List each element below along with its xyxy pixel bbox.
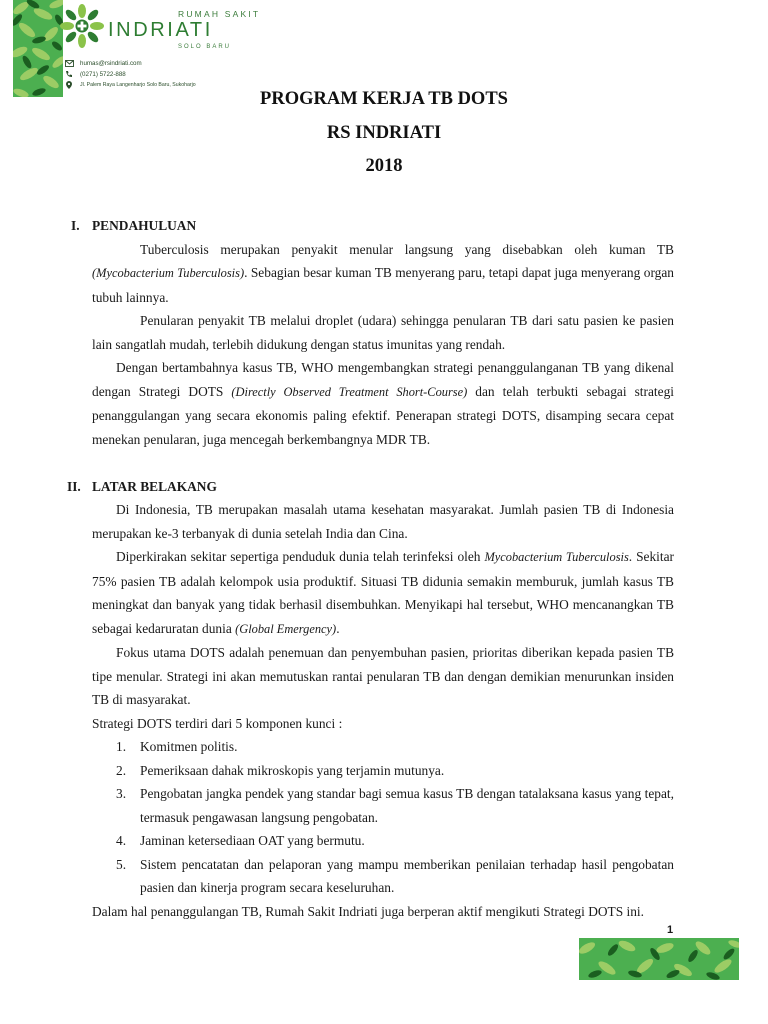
list-number: 3. [116,786,127,801]
paragraph [92,356,674,451]
text-run: Diperkirakan sekitar sepertiga penduduk dunia telah terinfeksi oleh [116,549,485,564]
section-number: II. [67,478,81,494]
contact-email [64,59,142,67]
leaf-pattern-graphic [579,938,739,980]
logo-name: INDRIATI [108,19,213,41]
list-item-text: Jaminan ketersediaan OAT yang bermutu. [140,833,365,848]
list-number: 4. [116,833,127,848]
list-item [92,782,674,829]
list-item [92,759,674,783]
list-number: 5. [116,856,127,872]
italic-text: (Directly Observed Treatment Short-Course) [231,384,468,399]
closing-paragraph: Dalam hal penanggulangan TB, Rumah Sakit Indriati juga berperan aktif mengikuti Strategi DOTS ini. [92,903,644,919]
text-run: . [336,620,340,636]
list-item-text: Komitmen politis. [140,739,238,754]
location-pin-icon [64,81,74,89]
text-run: . Sebagian besar kuman TB menyerang paru, tetapi dapat juga menyerang organ tubuh lainnya. [92,265,675,305]
italic-text: Mycobacterium Tuberculosis [484,550,629,564]
text-run: dan telah terbukti sebagai strategi penanggulangan yang secara ekonomis paling efektif. Penerapan strategi DOTS, disamping secara cepat menekan penularan, juga mencegah berkembangnya MDR TB. [92,383,675,447]
document-body [67,214,675,923]
contact-address [64,81,196,89]
list-item-text: Pengobatan jangka pendek yang standar bagi semua kasus TB dengan tatalaksana kasus yang tepat, termasuk pengawasan langsung pengobatan. [140,786,674,825]
section-heading-latar-belakang [67,475,674,499]
dots-components-list [92,735,674,900]
paragraph: Fokus utama DOTS adalah penemuan dan penyembuhan pasien, prioritas diberikan kepada pasien TB tipe menular. Strategi ini akan memutuskan rantai penularan TB dan dengan demikian menurunkan insiden TB di masyarakat. [92,645,674,707]
list-item-text: Sistem pencatatan dan pelaporan yang mampu memberikan penilaian terhadap hasil pengobatan pasien dan kinerja program secara keseluruhan. [140,856,674,895]
text-run: Dengan bertambahnya kasus TB, WHO mengembangkan strategi penanggulanganan TB yang dikenal dengan Strategi DOTS [92,360,674,399]
list-intro: Strategi DOTS terdiri dari 5 komponen kunci : [92,715,343,731]
leaf-pattern-graphic [13,0,63,97]
contact-email-text[interactable]: humas@rsindriati.com [80,59,142,67]
text-run: Tuberculosis merupakan penyakit menular langsung yang disebabkan oleh kuman TB [140,241,674,257]
text-run: . Sekitar 75% pasien TB adalah kelompok usia produktif. Situasi TB didunia semakin memburuk, jumlah kasus TB meningkat dan banyak yang tidak berhasil disembuhkan. Menyikapi hal tersebut, WHO mencanangkan TB sebagai kedaruratan dunia [92,549,675,636]
mail-icon [64,59,74,67]
contact-address-text: Jl. Palem Raya Langenharjo Solo Baru, Sukoharjo [80,82,196,88]
paragraph [92,545,674,641]
document-subtitle: RS INDRIATI [326,123,442,143]
list-item [92,829,674,853]
section-number: I. [71,218,80,233]
italic-text: (Mycobacterium Tuberculosis) [92,266,245,280]
list-number: 1. [116,739,127,754]
spacer [92,451,674,475]
phone-icon [64,70,74,78]
section-title: PENDAHULUAN [92,218,197,233]
header-leaf-pattern [13,0,63,97]
list-item-text: Pemeriksaan dahak mikroskopis yang terjamin mutunya. [140,762,445,778]
list-item [92,735,674,759]
section-title: LATAR BELAKANG [92,478,217,494]
list-number: 2. [116,762,127,778]
page-number: 1 [667,924,674,936]
footer-leaf-pattern [579,938,739,980]
document-title: PROGRAM KERJA TB DOTS [260,89,508,109]
logo-subtitle-top: RUMAH SAKIT [178,9,261,19]
logo-subtitle-bottom: SOLO BARU [178,44,232,50]
italic-text: (Global Emergency) [235,621,337,636]
paragraph: Di Indonesia, TB merupakan masalah utama kesehatan masyarakat. Jumlah pasien TB di Indonesia merupakan ke-3 terbanyak di dunia setelah India dan Cina. [92,502,674,541]
document-year: 2018 [365,156,403,176]
list-item [92,853,674,900]
contact-phone [64,70,126,78]
contact-phone-text: (0271) 5722-888 [80,70,126,78]
paragraph [92,238,674,310]
section-heading-pendahuluan [71,214,674,238]
paragraph: Penularan penyakit TB melalui droplet (udara) sehingga penularan TB dari satu pasien ke pasien lain sangatlah mudah, terlebih didukung dengan status imunitas yang rendah. [92,313,674,352]
flower-cross-icon [60,4,104,48]
hospital-logo [60,2,270,50]
